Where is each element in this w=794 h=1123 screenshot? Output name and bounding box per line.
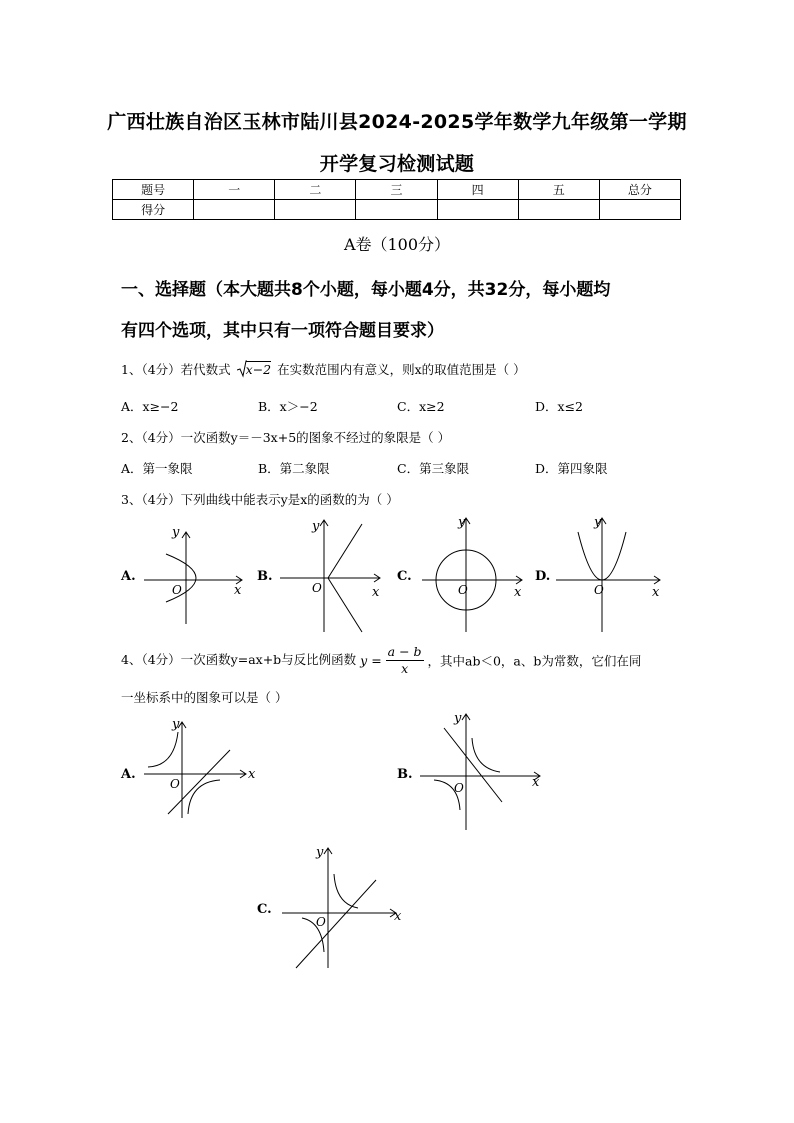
origin-label: O (454, 781, 464, 795)
q4-graph-c (278, 838, 410, 970)
score-table-header-cell: 五 (518, 180, 599, 200)
q3-label-a[interactable]: A. (121, 569, 136, 584)
score-table-header-row (113, 180, 681, 200)
score-row-label: 得分 (113, 200, 194, 220)
q4-fraction-numerator: a − b (387, 644, 422, 659)
origin-label: O (594, 583, 604, 597)
q3-graph-c (418, 512, 530, 636)
origin-label: O (458, 583, 468, 597)
y-axis-label: y (458, 515, 466, 530)
q3-label-b[interactable]: B. (257, 569, 273, 584)
q4-suffix: ，其中ab＜0，a、b为常数，它们在同 (427, 653, 642, 669)
score-cell[interactable] (599, 200, 680, 220)
origin-label: O (170, 777, 180, 791)
hyperbola-branch-upper-right (472, 738, 500, 772)
y-axis-label: y (594, 515, 602, 530)
question-1 (121, 360, 526, 378)
question-3: 3、（4分）下列曲线中能表示y是x的函数的为（ ） (121, 492, 399, 507)
score-table-score-row (113, 200, 681, 220)
ray-upper (328, 524, 362, 578)
q4-graph-b (414, 706, 550, 834)
ray-lower (328, 578, 362, 632)
y-axis-label: y (172, 717, 180, 732)
score-cell[interactable] (275, 200, 356, 220)
q1-sqrt (237, 362, 271, 377)
doc-title-line1: 广西壮族自治区玉林市陆川县2024-2025学年数学九年级第一学期 (107, 111, 687, 133)
score-table-header-cell: 一 (194, 180, 275, 200)
origin-label: O (316, 915, 326, 929)
q2-option-a[interactable]: A．第一象限 (121, 461, 193, 476)
y-axis-label: y (454, 711, 462, 726)
q4-fraction-denominator: x (401, 661, 409, 676)
q1-option-a[interactable]: A．x≥−2 (121, 399, 179, 414)
q1-suffix: 在实数范围内有意义，则x的取值范围是（ ） (277, 362, 526, 377)
q3-graph-d (552, 512, 668, 636)
x-axis-label: x (652, 585, 660, 600)
question-4-line2: 一坐标系中的图象可以是（ ） (121, 690, 288, 705)
section1-heading-line1: 一、选择题（本大题共8个小题，每小题4分，共32分，每小题均 (121, 280, 611, 300)
q1-prefix: 1、（4分）若代数式 (121, 362, 231, 377)
hyperbola-branch-upper-left (148, 732, 178, 767)
q2-option-b[interactable]: B．第二象限 (258, 461, 330, 476)
linear-function-line (444, 728, 502, 802)
linear-function-line (296, 880, 376, 968)
y-axis-label: y (312, 519, 320, 534)
q1-radicand: x−2 (245, 362, 272, 377)
q4-label-b[interactable]: B. (397, 767, 413, 782)
q1-option-c[interactable]: C．x≥2 (397, 399, 445, 414)
q4-graph-a (138, 714, 260, 824)
sqrt-symbol-icon (237, 360, 247, 378)
q3-graph-b (276, 512, 388, 636)
paper-a-heading: A卷（100分） (343, 235, 451, 254)
hyperbola-branch-lower-right (188, 780, 220, 814)
x-axis-label: x (514, 585, 522, 600)
q2-option-c[interactable]: C．第三象限 (397, 461, 470, 476)
y-axis-label: y (172, 525, 180, 540)
q1-option-d[interactable]: D．x≤2 (535, 399, 583, 414)
score-table-header-cell: 二 (275, 180, 356, 200)
q3-graph-a (136, 520, 254, 630)
q2-option-d[interactable]: D．第四象限 (535, 461, 608, 476)
score-cell[interactable] (194, 200, 275, 220)
score-table-header-cell: 总分 (599, 180, 680, 200)
origin-label: O (312, 581, 322, 595)
x-axis-label: x (234, 583, 242, 598)
x-axis-label: x (532, 775, 540, 790)
score-table (112, 179, 681, 220)
score-cell[interactable] (518, 200, 599, 220)
question-2: 2、（4分）一次函数y＝－3x+5的图象不经过的象限是（ ） (121, 430, 451, 445)
section1-heading-line2: 有四个选项，其中只有一项符合题目要求） (121, 321, 444, 341)
q4-fraction (386, 644, 424, 677)
q4-label-c[interactable]: C. (257, 902, 272, 917)
score-table-header-cell: 三 (356, 180, 437, 200)
score-cell[interactable] (356, 200, 437, 220)
score-cell[interactable] (437, 200, 518, 220)
hyperbola-branch-upper-right (334, 874, 358, 908)
x-axis-label: x (394, 909, 402, 924)
score-table-header-cell: 题号 (113, 180, 194, 200)
score-table-header-cell: 四 (437, 180, 518, 200)
q3-label-d[interactable]: D. (535, 569, 551, 584)
x-axis-label: x (372, 585, 380, 600)
question-4-line1 (121, 644, 641, 677)
origin-label: O (172, 583, 182, 597)
q1-option-b[interactable]: B．x＞−2 (258, 399, 318, 414)
y-axis-label: y (316, 845, 324, 860)
q4-label-a[interactable]: A. (121, 767, 136, 782)
doc-title-line2: 开学复习检测试题 (319, 153, 475, 175)
q3-label-c[interactable]: C. (397, 569, 412, 584)
q4-prefix: 4、（4分）一次函数y=ax+b与反比例函数 (121, 652, 357, 667)
q4-fraction-lhs: y = (360, 653, 382, 668)
x-axis-label: x (248, 767, 256, 782)
